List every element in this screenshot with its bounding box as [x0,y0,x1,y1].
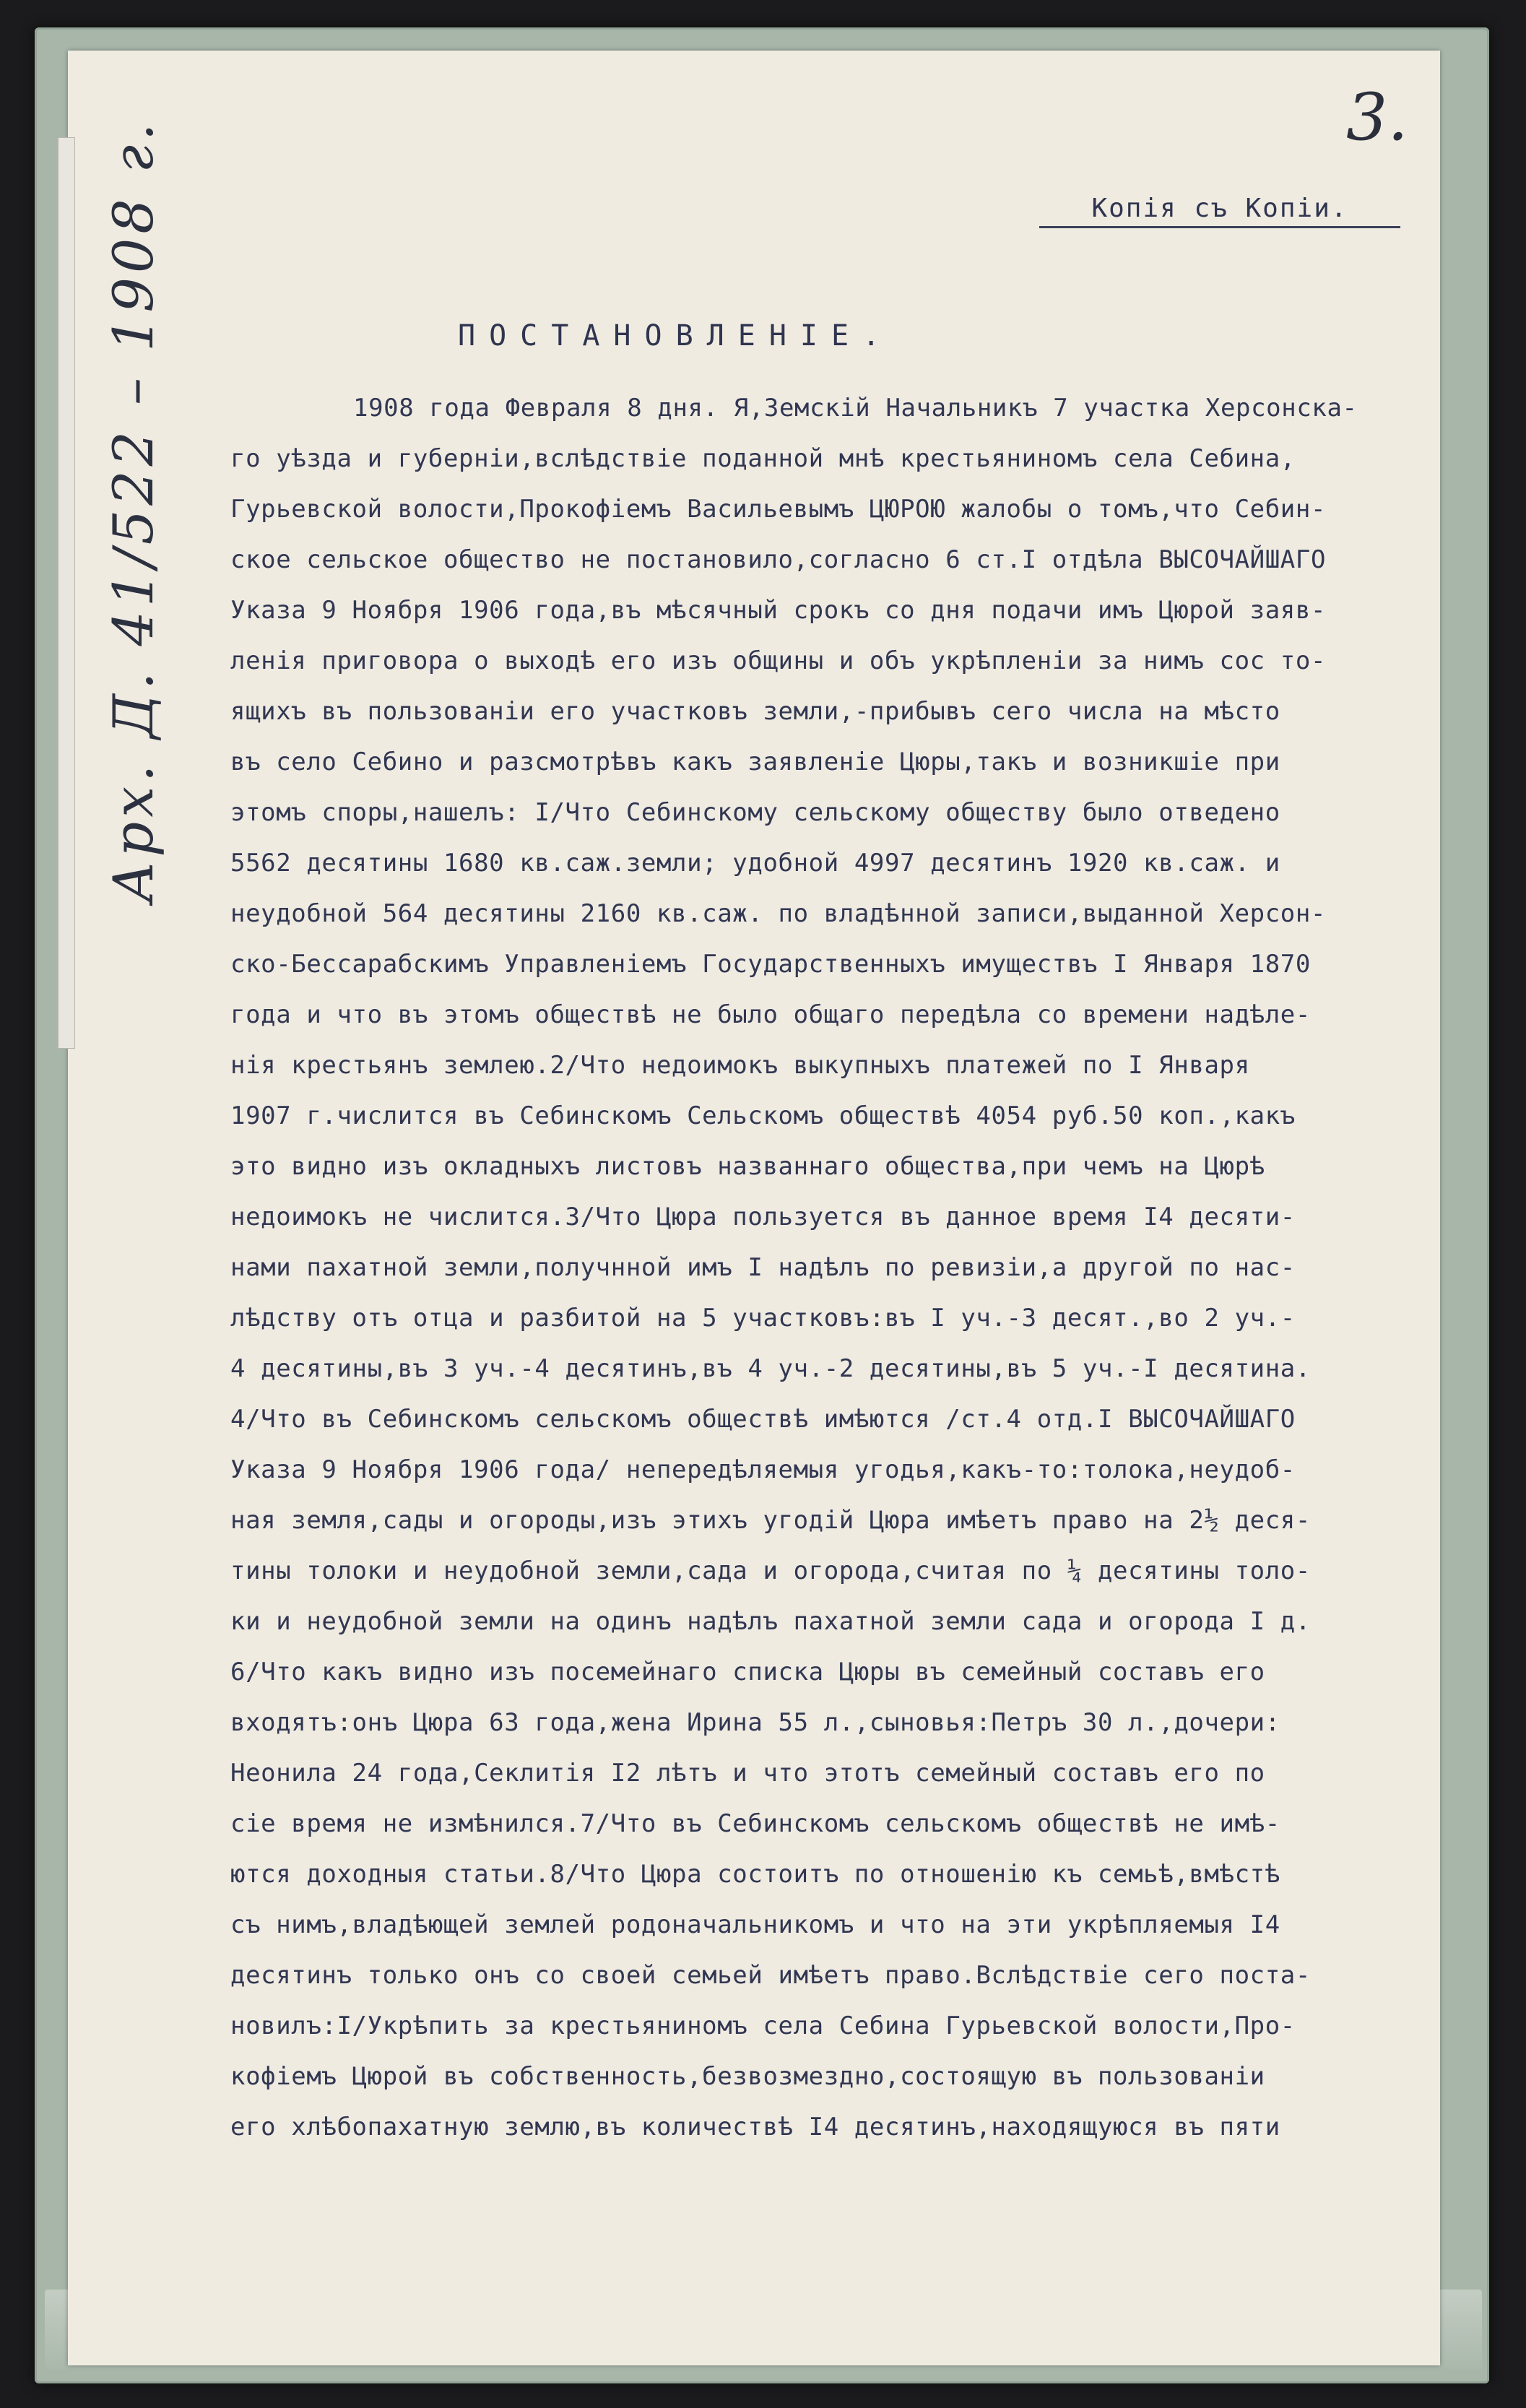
text-line: ское сельское общество не постановило,согласно 6 ст.I отдѣла ВЫСОЧАЙШАГО [230,545,1327,574]
text-line: сіе время не измѣнился.7/Что въ Себинскомъ сельскомъ обществѣ не имѣ- [230,1809,1280,1838]
text-line: го уѣзда и губерніи,вслѣдствіе поданной мнѣ крестьяниномъ села Себина, [230,444,1296,473]
text-line: 4 десятины,въ 3 уч.-4 десятинъ,въ 4 уч.-2 десятины,въ 5 уч.-I десятина. [230,1354,1311,1383]
document-title: ПОСТАНОВЛЕНІЕ. [458,319,894,352]
text-line: это видно изъ окладныхъ листовъ названнаго общества,при чемъ на Цюрѣ [230,1152,1265,1181]
text-line: Гурьевской волости,Прокофіемъ Васильевымъ ЦЮРОЮ жалобы о томъ,что Себин- [230,495,1327,524]
text-line: ки и неудобной земли на одинъ надѣлъ пахатной земли сада и огорода I д. [230,1607,1311,1636]
page-number: 3. [1346,79,1408,155]
text-line: его хлѣбопахатную землю,въ количествѣ I4 десятинъ,находящуюся въ пяти [230,2113,1280,2141]
text-line: новилъ:I/Укрѣпить за крестьяниномъ села Себина Гурьевской волости,Про- [230,2011,1296,2040]
text-line: Неонила 24 года,Секлитія I2 лѣтъ и что этотъ семейный составъ его по [230,1759,1265,1788]
text-line: 1908 года Февраля 8 дня. Я,Земскій Начальникъ 7 участка Херсонска- [353,394,1358,423]
text-line: лѣдству отъ отца и разбитой на 5 участковъ:въ I уч.-3 десят.,во 2 уч.- [230,1304,1296,1333]
text-line: 4/Что въ Себинскомъ сельскомъ обществѣ имѣются /ст.4 отд.I ВЫСОЧАЙШАГО [230,1405,1296,1434]
text-line: тины толоки и неудобной земли,сада и огорода,считая по ¼ десятины толо- [230,1556,1311,1585]
copy-header: Копія съ Копіи. [1039,194,1400,228]
text-line: года и что въ этомъ обществѣ не было общаго передѣла со времени надѣле- [230,1000,1311,1029]
text-line: кофіемъ Цюрой въ собственность,безвозмездно,состоящую въ пользованіи [230,2062,1265,2091]
text-line: неудобной 564 десятины 2160 кв.саж. по владѣнной записи,выданной Херсон- [230,899,1327,928]
archive-handwritten-mark: Арх. Д. 41/522 – 1908 г. [101,118,165,903]
text-line: этомъ споры,нашелъ: I/Что Себинскому сельскому обществу было отведено [230,798,1280,827]
text-line: въ село Себино и разсмотрѣвъ какъ заявленіе Цюры,такъ и возникшіе при [230,748,1280,776]
text-line: 6/Что какъ видно изъ посемейнаго списка Цюры въ семейный составъ его [230,1658,1265,1686]
text-line: ско-Бессарабскимъ Управленіемъ Государственныхъ имуществъ I Января 1870 [230,950,1311,979]
text-line: недоимокъ не числится.3/Что Цюра пользуется въ данное время I4 десяти- [230,1203,1296,1231]
text-line: Указа 9 Ноября 1906 года/ непередѣляемыя угодья,какъ-то:толока,неудоб- [230,1455,1296,1484]
text-line: ная земля,сады и огороды,изъ этихъ угодій Цюра имѣетъ право на 2½ деся- [230,1506,1311,1535]
text-line: ящихъ въ пользованіи его участковъ земли,-прибывъ сего числа на мѣсто [230,697,1280,726]
text-line: входятъ:онъ Цюра 63 года,жена Ирина 55 л.,сыновья:Петръ 30 л.,дочери: [230,1708,1280,1737]
text-line: десятинъ только онъ со своей семьей имѣетъ право.Вслѣдствіе сего поста- [230,1961,1311,1990]
document-page [68,51,1440,2365]
text-line: нія крестьянъ землею.2/Что недоимокъ выкупныхъ платежей по I Января [230,1051,1250,1080]
text-line: ются доходныя статьи.8/Что Цюра состоитъ по отношенію къ семьѣ,вмѣстѣ [230,1860,1280,1889]
text-line: съ нимъ,владѣющей землей родоначальникомъ и что на эти укрѣпляемыя I4 [230,1910,1280,1939]
text-line: 1907 г.числится въ Себинскомъ Сельскомъ обществѣ 4054 руб.50 коп.,какъ [230,1101,1296,1130]
text-line: ленія приговора о выходѣ его изъ общины и объ укрѣпленіи за нимъ сос то- [230,646,1327,675]
binding-strip [58,137,75,1049]
document-body [230,383,1487,2152]
text-line: 5562 десятины 1680 кв.саж.земли; удобной 4997 десятинъ 1920 кв.саж. и [230,849,1280,878]
text-line: Указа 9 Ноября 1906 года,въ мѣсячный срокъ со дня подачи имъ Цюрой заяв- [230,596,1327,625]
text-line: нами пахатной земли,получнной имъ I надѣлъ по ревизіи,а другой по нас- [230,1253,1296,1282]
